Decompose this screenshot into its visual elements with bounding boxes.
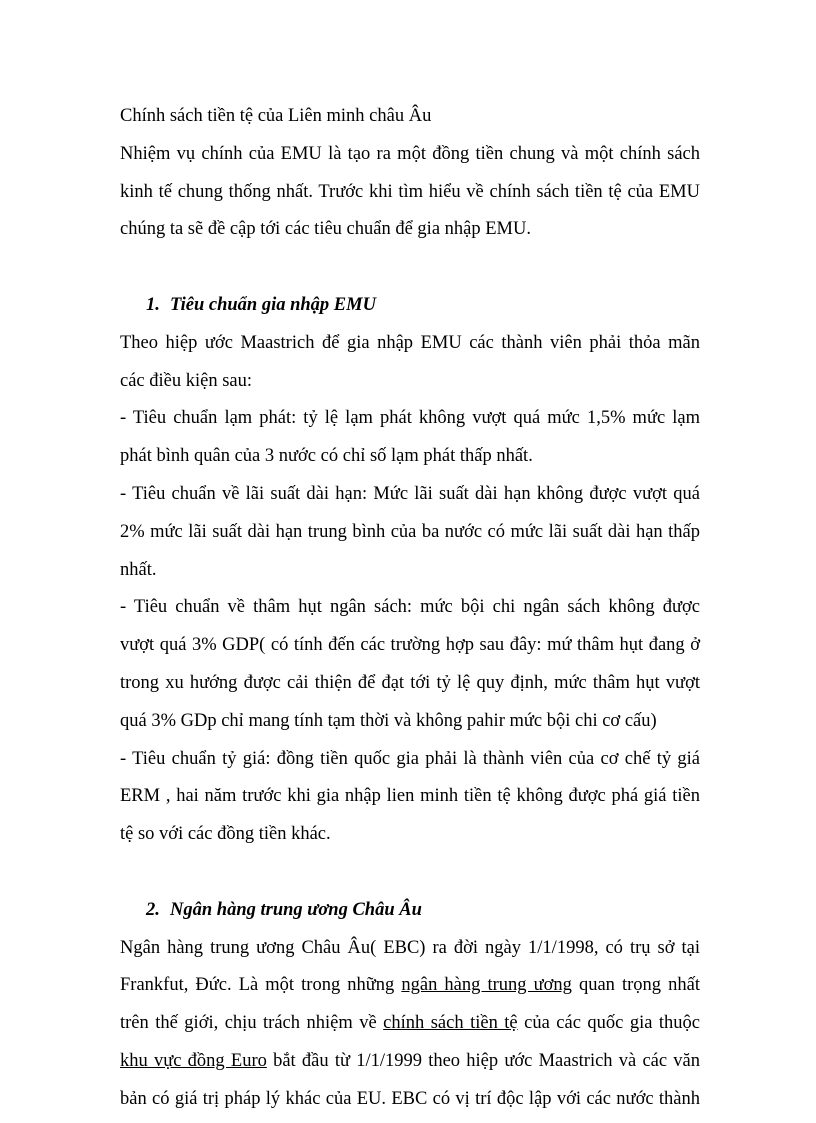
- section-heading-2: [120, 892, 700, 930]
- paragraph-line: vượt quá 3% GDP( có tính đến các trường hợp sau đây: mứ thâm hụt đang ở: [120, 635, 700, 656]
- section-heading-1: [120, 287, 700, 325]
- spacer: [120, 854, 700, 892]
- section-number: 1.: [146, 294, 160, 315]
- text-run: Frankfut, Đức. Là một trong những: [120, 975, 402, 996]
- paragraph-line: các điều kiện sau:: [120, 370, 253, 391]
- intro-line: chúng ta sẽ đề cập tới các tiêu chuẩn để gia nhập EMU.: [120, 219, 531, 240]
- paragraph-line: phát bình quân của 3 nước có chỉ số lạm phát thấp nhất.: [120, 446, 533, 467]
- section-title: Tiêu chuẩn gia nhập EMU: [170, 294, 376, 315]
- text-run: của các quốc gia thuộc: [517, 1013, 700, 1034]
- paragraph-line: - Tiêu chuẩn lạm phát: tỷ lệ lạm phát không vượt quá mức 1,5% mức lạm: [120, 408, 700, 429]
- paragraph-line: quá 3% GDp chỉ mang tính tạm thời và không pahir mức bội chi cơ cấu): [120, 710, 657, 731]
- link-chinh-sach-tien-te[interactable]: chính sách tiền tệ: [383, 1013, 518, 1034]
- paragraph-line: bản có giá trị pháp lý khác của EU. EBC có vị trí độc lập với các nước thành: [120, 1088, 700, 1109]
- paragraph-line: [120, 1005, 700, 1043]
- paragraph-line: - Tiêu chuẩn về thâm hụt ngân sách: mức bội chi ngân sách không được: [120, 597, 700, 618]
- paragraph-line: nhất.: [120, 559, 157, 580]
- paragraph-line: Theo hiệp ước Maastrich để gia nhập EMU các thành viên phải thỏa mãn: [120, 332, 700, 353]
- spacer: [120, 249, 700, 287]
- text-run: quan trọng nhất: [571, 975, 700, 996]
- text-run: trên thế giới, chịu trách nhiệm về: [120, 1013, 384, 1034]
- paragraph-line: trong xu hướng được cải thiện để đạt tới tỷ lệ quy định, mức thâm hụt vượt: [120, 672, 700, 693]
- text-run: bắt đầu từ 1/1/1999 theo hiệp ước Maastrich và các văn: [266, 1050, 701, 1071]
- link-khu-vuc-dong-euro[interactable]: khu vực đồng Euro: [120, 1050, 267, 1071]
- paragraph-line: ERM , hai năm trước khi gia nhập lien minh tiền tệ không được phá giá tiền: [120, 786, 700, 807]
- paragraph-line: 2% mức lãi suất dài hạn trung bình của ba nước có mức lãi suất dài hạn thấp: [120, 521, 700, 542]
- document-page: [120, 98, 700, 1119]
- paragraph-line: [120, 967, 700, 1005]
- paragraph-line: tệ so với các đồng tiền khác.: [120, 824, 331, 845]
- intro-line: Nhiệm vụ chính của EMU là tạo ra một đồng tiền chung và một chính sách: [120, 143, 700, 164]
- paragraph-line: [120, 1043, 700, 1081]
- link-ngan-hang-trung-uong[interactable]: ngân hàng trung ương: [401, 975, 572, 996]
- section-number: 2.: [146, 899, 160, 920]
- paragraph-line: - Tiêu chuẩn tỷ giá: đồng tiền quốc gia phải là thành viên của cơ chế tỷ giá: [120, 748, 700, 769]
- section-title: Ngân hàng trung ương Châu Âu: [170, 899, 422, 920]
- paragraph-line: Ngân hàng trung ương Châu Âu( EBC) ra đời ngày 1/1/1998, có trụ sở tại: [120, 937, 700, 958]
- intro-line: kinh tế chung thống nhất. Trước khi tìm hiểu về chính sách tiền tệ của EMU: [120, 181, 700, 202]
- paragraph-line: - Tiêu chuẩn về lãi suất dài hạn: Mức lãi suất dài hạn không được vượt quá: [120, 483, 700, 504]
- document-title: Chính sách tiền tệ của Liên minh châu Âu: [120, 106, 432, 126]
